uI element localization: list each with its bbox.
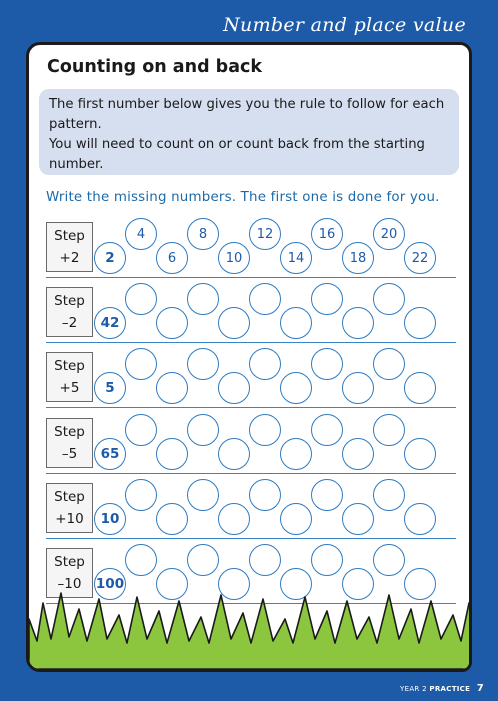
answer-circle: 6	[156, 242, 188, 274]
footer-series: YEAR 2	[400, 685, 427, 693]
grass-shape	[29, 593, 472, 669]
step-row	[46, 477, 456, 539]
answer-circle: 4	[125, 218, 157, 250]
answer-circle[interactable]	[125, 414, 157, 446]
answer-circle[interactable]	[342, 438, 374, 470]
answer-circle[interactable]	[187, 348, 219, 380]
answer-circle: 10	[218, 242, 250, 274]
answer-circle[interactable]	[342, 503, 374, 535]
step-label: Step	[54, 554, 85, 570]
start-number: 5	[94, 372, 126, 404]
answer-circle[interactable]	[373, 544, 405, 576]
answer-circle: 20	[373, 218, 405, 250]
step-label: Step	[54, 424, 85, 440]
answer-circle[interactable]	[218, 438, 250, 470]
answer-circle[interactable]	[311, 479, 343, 511]
answer-circle[interactable]	[342, 372, 374, 404]
answer-circle[interactable]	[280, 307, 312, 339]
answer-circle[interactable]	[373, 348, 405, 380]
answer-circle: 8	[187, 218, 219, 250]
answer-circle[interactable]	[187, 479, 219, 511]
footer-label: PRACTICE	[429, 685, 471, 693]
answer-circle: 22	[404, 242, 436, 274]
step-label: Step	[54, 293, 85, 309]
start-number: 10	[94, 503, 126, 535]
step-label: Step	[54, 228, 85, 244]
answer-circle[interactable]	[187, 544, 219, 576]
page-number: 7	[476, 683, 484, 694]
answer-circle[interactable]	[342, 307, 374, 339]
worksheet-card	[26, 42, 472, 672]
step-box	[46, 352, 93, 402]
header-title: Number and place value	[223, 14, 466, 36]
start-number: 2	[94, 242, 126, 274]
grass-decoration	[29, 589, 472, 669]
answer-circle[interactable]	[156, 438, 188, 470]
step-value: +10	[55, 511, 84, 527]
answer-circle[interactable]	[404, 372, 436, 404]
answer-circle[interactable]	[311, 414, 343, 446]
step-value: –5	[61, 446, 78, 462]
start-number: 42	[94, 307, 126, 339]
answer-circle[interactable]	[280, 372, 312, 404]
answer-circle[interactable]	[373, 414, 405, 446]
answer-circle[interactable]	[156, 372, 188, 404]
info-line: number.	[49, 157, 104, 172]
instruction-text: Write the missing numbers. The first one is done for you.	[46, 190, 440, 205]
answer-circle[interactable]	[280, 503, 312, 535]
step-value: +2	[59, 250, 80, 266]
answer-circle[interactable]	[156, 307, 188, 339]
answer-circle[interactable]	[311, 348, 343, 380]
answer-circle[interactable]	[125, 544, 157, 576]
step-value: –2	[61, 315, 78, 331]
step-row	[46, 346, 456, 408]
step-value: –10	[57, 576, 82, 592]
answer-circle: 16	[311, 218, 343, 250]
answer-circle[interactable]	[311, 283, 343, 315]
step-box	[46, 222, 93, 272]
answer-circle[interactable]	[156, 503, 188, 535]
step-row	[46, 281, 456, 343]
answer-circle[interactable]	[249, 283, 281, 315]
answer-circle[interactable]	[373, 479, 405, 511]
answer-circle[interactable]	[249, 348, 281, 380]
answer-circle[interactable]	[125, 479, 157, 511]
info-line: You will need to count on or count back from the starting	[49, 137, 425, 152]
step-label: Step	[54, 489, 85, 505]
answer-circle[interactable]	[249, 479, 281, 511]
answer-circle[interactable]	[187, 414, 219, 446]
answer-circle[interactable]	[125, 283, 157, 315]
answer-circle[interactable]	[311, 544, 343, 576]
answer-circle: 18	[342, 242, 374, 274]
answer-circle[interactable]	[249, 544, 281, 576]
page-title: Counting on and back	[47, 57, 263, 77]
answer-circle[interactable]	[404, 307, 436, 339]
answer-circle: 14	[280, 242, 312, 274]
step-row	[46, 216, 456, 278]
start-number: 65	[94, 438, 126, 470]
answer-circle: 12	[249, 218, 281, 250]
answer-circle[interactable]	[404, 503, 436, 535]
step-row	[46, 412, 456, 474]
answer-circle[interactable]	[218, 372, 250, 404]
answer-circle[interactable]	[218, 307, 250, 339]
answer-circle[interactable]	[373, 283, 405, 315]
answer-circle[interactable]	[187, 283, 219, 315]
answer-circle[interactable]	[249, 414, 281, 446]
step-box	[46, 418, 93, 468]
answer-circle[interactable]	[218, 503, 250, 535]
answer-circle[interactable]	[280, 438, 312, 470]
step-box	[46, 483, 93, 533]
info-line: pattern.	[49, 117, 102, 132]
page-footer	[400, 683, 484, 694]
start-number: 100	[94, 568, 126, 600]
step-label: Step	[54, 358, 85, 374]
step-value: +5	[59, 380, 80, 396]
answer-circle[interactable]	[125, 348, 157, 380]
info-box	[39, 89, 459, 175]
answer-circle[interactable]	[404, 438, 436, 470]
step-box	[46, 287, 93, 337]
info-line: The first number below gives you the rule to follow for each	[49, 97, 445, 112]
